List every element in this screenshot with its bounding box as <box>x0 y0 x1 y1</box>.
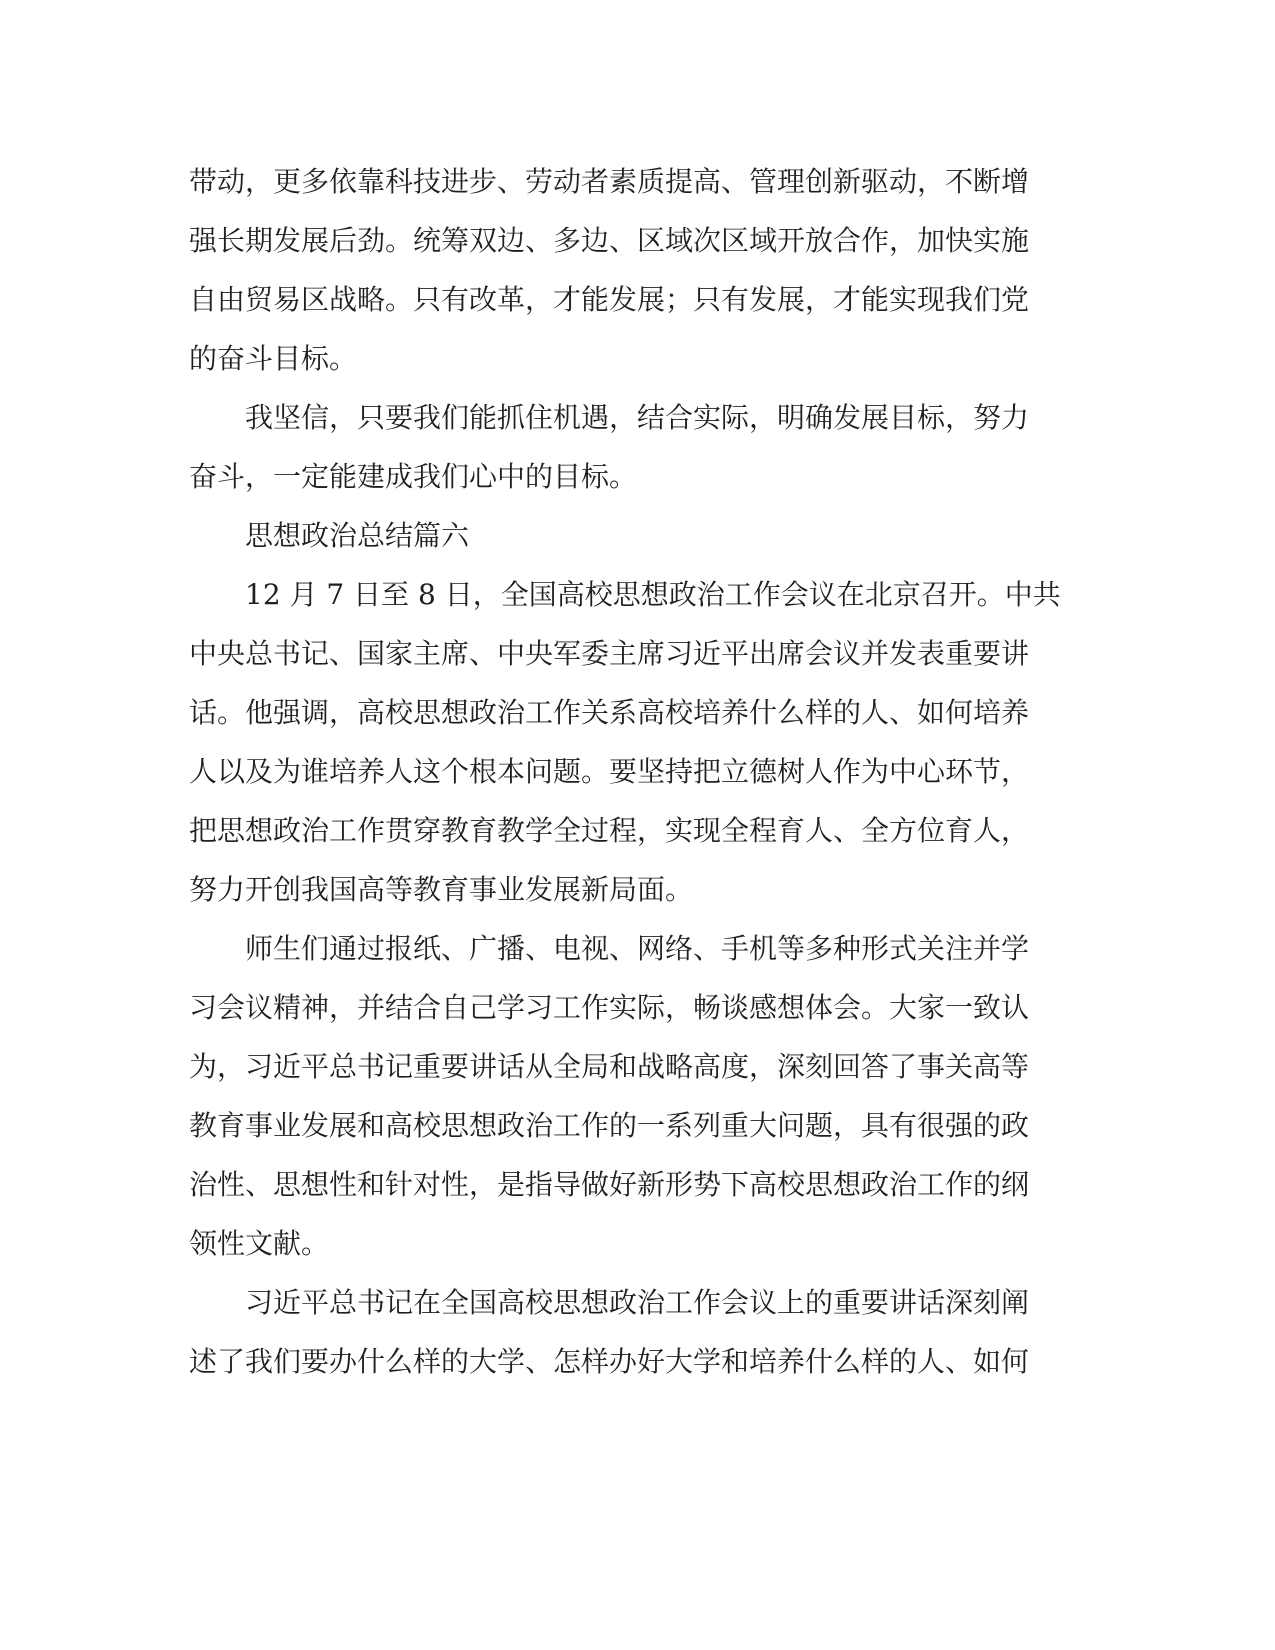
text-line: 的奋斗目标。 <box>189 342 358 375</box>
text-line: 话。他强调，高校思想政治工作关系高校培养什么样的人、如何培养 <box>189 696 1030 729</box>
text-line: 领性文献。 <box>189 1227 330 1260</box>
text-line: 教育事业发展和高校思想政治工作的一系列重大问题，具有很强的政 <box>189 1109 1030 1142</box>
text-line: 人以及为谁培养人这个根本问题。要坚持把立德树人作为中心环节， <box>189 755 1030 788</box>
text-line: 奋斗，一定能建成我们心中的目标。 <box>189 460 638 493</box>
text-line: 12 月 7 日至 8 日，全国高校思想政治工作会议在北京召开。中共 <box>189 578 1061 611</box>
text-line: 习会议精神，并结合自己学习工作实际，畅谈感想体会。大家一致认 <box>189 991 1030 1024</box>
text-line: 带动，更多依靠科技进步、劳动者素质提高、管理创新驱动，不断增 <box>189 165 1030 198</box>
text-line: 治性、思想性和针对性，是指导做好新形势下高校思想政治工作的纲 <box>189 1168 1030 1201</box>
text-line: 把思想政治工作贯穿教育教学全过程，实现全程育人、全方位育人， <box>189 814 1030 847</box>
section-heading: 思想政治总结篇六 <box>189 519 470 552</box>
text-line: 自由贸易区战略。只有改革，才能发展；只有发展，才能实现我们党 <box>189 283 1030 316</box>
text-line: 为，习近平总书记重要讲话从全局和战略高度，深刻回答了事关高等 <box>189 1050 1030 1083</box>
text-line: 强长期发展后劲。统筹双边、多边、区域次区域开放合作，加快实施 <box>189 224 1030 257</box>
text-line: 师生们通过报纸、广播、电视、网络、手机等多种形式关注并学 <box>189 932 1030 965</box>
text-line: 我坚信，只要我们能抓住机遇，结合实际，明确发展目标，努力 <box>189 401 1030 434</box>
text-line: 习近平总书记在全国高校思想政治工作会议上的重要讲话深刻阐 <box>189 1286 1030 1319</box>
text-line: 述了我们要办什么样的大学、怎样办好大学和培养什么样的人、如何 <box>189 1345 1030 1378</box>
text-line: 努力开创我国高等教育事业发展新局面。 <box>189 873 694 906</box>
text-line: 中央总书记、国家主席、中央军委主席习近平出席会议并发表重要讲 <box>189 637 1030 670</box>
